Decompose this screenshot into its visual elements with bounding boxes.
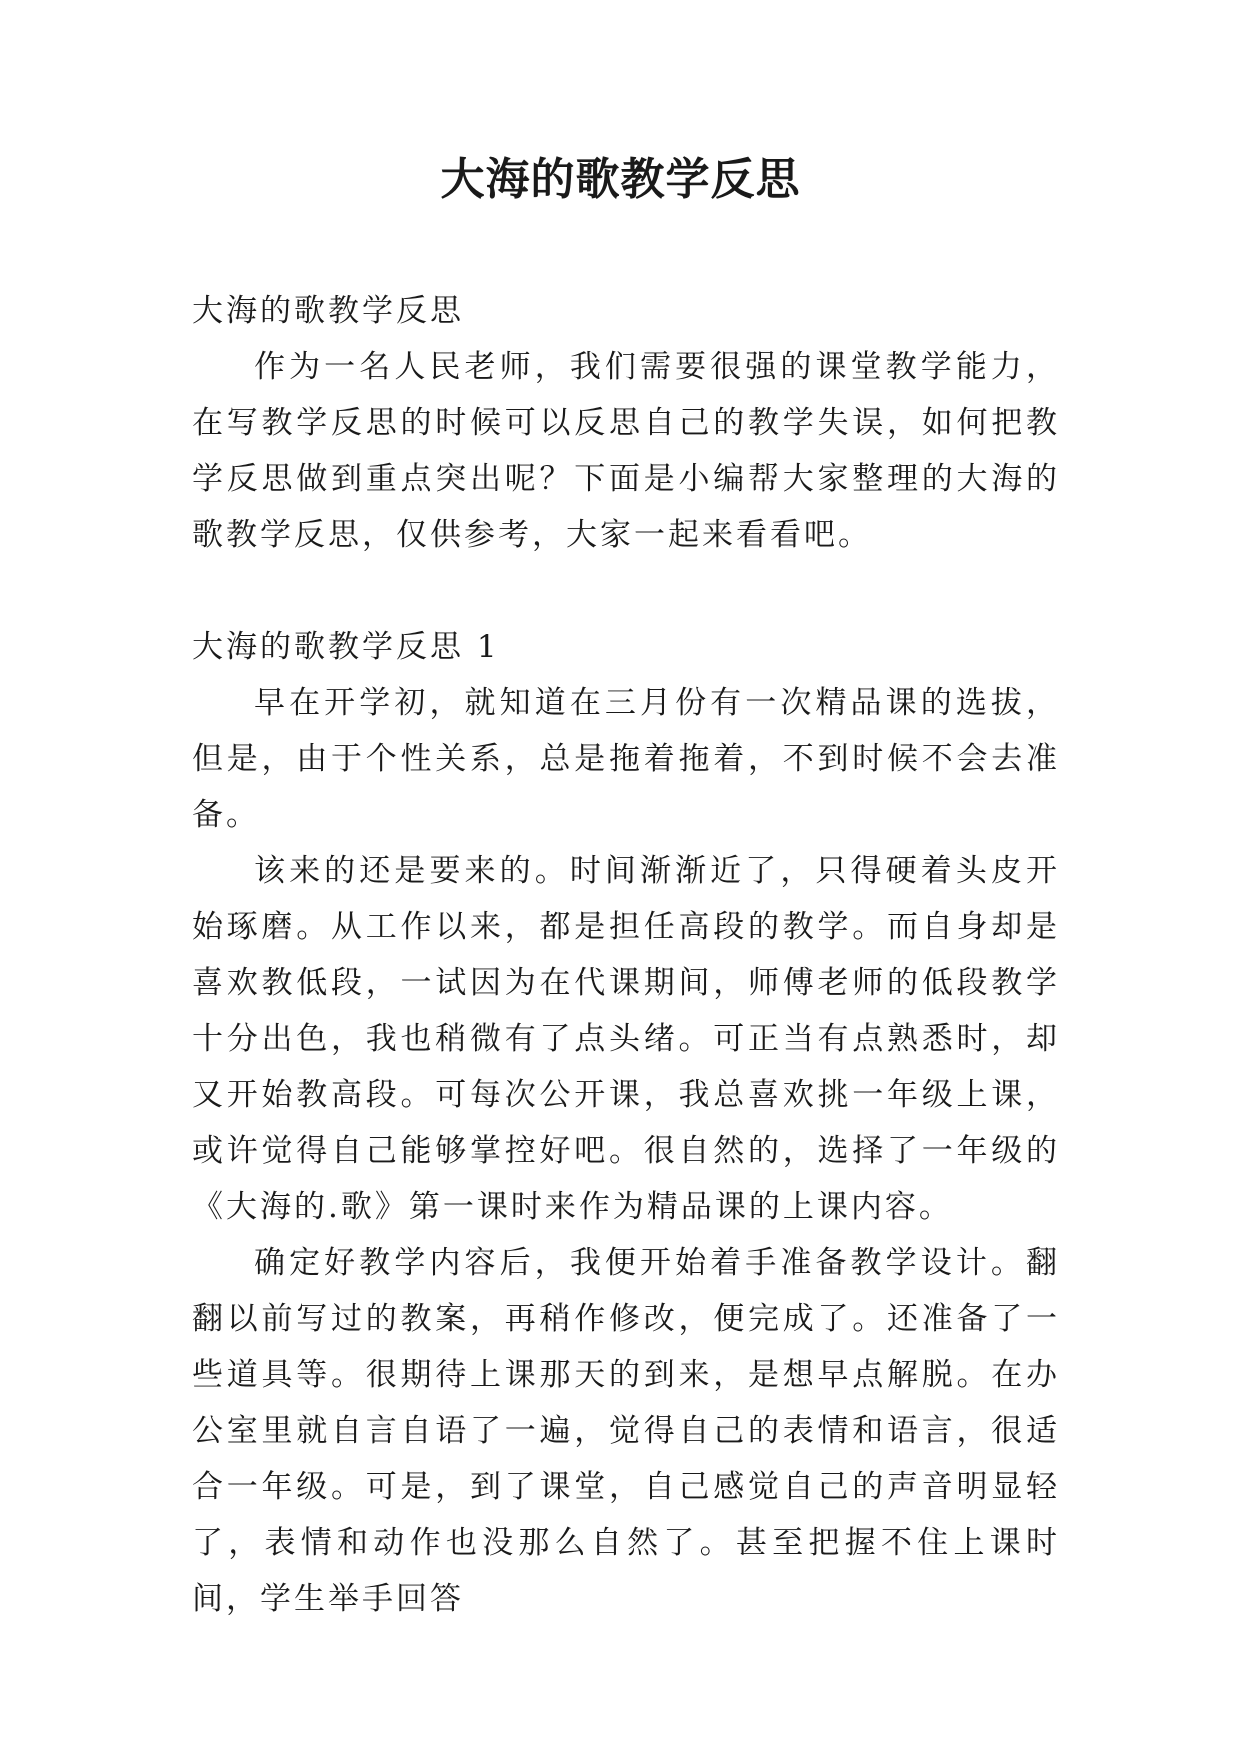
document-title: 大海的歌教学反思 (440, 154, 801, 205)
section-heading: 大海的歌教学反思 1 (192, 629, 500, 665)
section-paragraph: 确定好教学内容后，我便开始着手准备教学设计。翻翻以前写过的教案，再稍作修改，便完成了。还准备了一些道具等。很期待上课那天的到来，是想早点解脱。在办公室里就自言自语了一遍，觉得自己的表情和语言，很适合一年级。可是，到了课堂，自己感觉自己的声音明显轻了，表情和动作也没那么自然了。甚至把握不住上课时间，学生举手回答 (192, 1245, 1060, 1617)
section-paragraph: 早在开学初，就知道在三月份有一次精品课的选拔，但是，由于个性关系，总是拖着拖着，不到时候不会去准备。 (192, 685, 1060, 833)
section-paragraph: 该来的还是要来的。时间渐渐近了，只得硬着头皮开始琢磨。从工作以来，都是担任高段的教学。而自身却是喜欢教低段，一试因为在代课期间，师傅老师的低段教学十分出色，我也稍微有了点头绪。可正当有点熟悉时，却又开始教高段。可每次公开课，我总喜欢挑一年级上课，或许觉得自己能够掌控好吧。很自然的，选择了一年级的《大海的.歌》第一课时来作为精品课的上课内容。 (192, 853, 1060, 1225)
section-spacer (192, 563, 1060, 619)
document-body (192, 283, 1060, 1627)
intro-paragraph: 作为一名人民老师，我们需要很强的课堂教学能力，在写教学反思的时候可以反思自己的教学失误，如何把教学反思做到重点突出呢？下面是小编帮大家整理的大海的歌教学反思，仅供参考，大家一起来看看吧。 (192, 349, 1060, 553)
intro-heading: 大海的歌教学反思 (192, 293, 464, 329)
